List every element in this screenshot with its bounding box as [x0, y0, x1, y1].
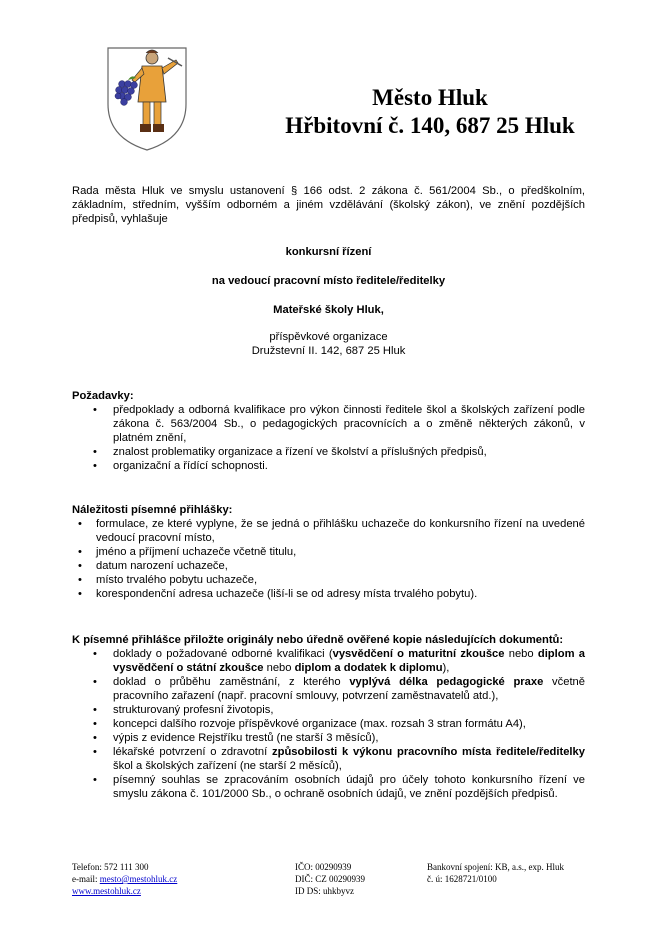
bullet-icon: • — [78, 560, 82, 572]
list-item: • koncepci dalšího rozvoje příspěvkové organizace (max. rozsah 3 stran formátu A4), — [93, 718, 526, 730]
bullet-icon: • — [93, 718, 97, 730]
list-item: • znalost problematiky organizace a řízení ve školství a příslušných předpisů, — [93, 446, 487, 458]
organization-address: Družstevní II. 142, 687 25 Hluk — [251, 345, 406, 357]
bullet-icon: • — [93, 446, 97, 458]
bullet-icon: • — [93, 460, 97, 472]
list-item: • předpoklady a odborná kvalifikace pro výkon činnosti ředitele škol a školských zařízení podle zákona č. 563/2004 Sb., o pedagogických pracovnících a o změně některých zákonů, v platném znění, — [93, 404, 585, 444]
organization-type: příspěvkové organizace — [269, 331, 388, 343]
requirements-list — [72, 403, 585, 473]
application-title: Náležitosti písemné přihlášky: — [72, 504, 233, 516]
list-item: • písemný souhlas se zpracováním osobních údajů pro účely tohoto konkursního řízení ve smyslu zákona č. 101/2000 Sb., o ochraně osobních údajů, ve znění pozdějších předpisů. — [93, 774, 585, 800]
list-item: • místo trvalého pobytu uchazeče, — [78, 574, 258, 586]
bullet-icon: • — [93, 404, 97, 416]
position-heading: na vedoucí pracovní místo ředitele/ředitelky — [211, 275, 446, 287]
list-item: • jméno a příjmení uchazeče včetně titulu, — [78, 546, 297, 558]
bullet-icon: • — [93, 746, 97, 758]
list-item: • datum narození uchazeče, — [78, 560, 228, 572]
bullet-icon: • — [93, 676, 97, 688]
list-item: • doklady o požadované odborné kvalifikaci (vysvědčení o maturitní zkoušce nebo diplom a vysvědčení o státní zkoušce nebo diplom a dodatek k diplomu), — [93, 648, 585, 674]
page-title — [220, 84, 640, 140]
documents-section — [72, 633, 585, 801]
footer-contact — [72, 861, 177, 897]
footer-ico: IČO: 00290939 — [295, 862, 352, 872]
footer-ids — [295, 861, 365, 897]
documents-title: K písemné přihlášce přiložte originály nebo úředně ověřené kopie následujících dokumentů: — [72, 634, 564, 646]
documents-list — [72, 647, 585, 801]
list-item: • korespondenční adresa uchazeče (liší-li se od adresy místa trvalého pobytu). — [78, 588, 478, 600]
list-item: • výpis z evidence Rejstříku trestů (ne starší 3 měsíců), — [93, 732, 379, 744]
footer-phone: Telefon: 572 111 300 — [72, 862, 149, 872]
list-item: • formulace, ze které vyplyne, že se jedná o přihlášku uchazeče do konkursního řízení na uvedené vedoucí pracovní místo, — [78, 518, 585, 544]
footer-dic: DIČ: CZ 00290939 — [295, 874, 366, 884]
footer-bank-name: Bankovní spojení: KB, a.s., exp. Hluk — [427, 862, 564, 872]
city-crest-logo — [106, 44, 188, 152]
footer-id-ds: ID DS: uhkbyvz — [295, 886, 354, 896]
bullet-icon: • — [93, 732, 97, 744]
bullet-icon: • — [78, 518, 82, 530]
competition-heading: konkursní řízení — [285, 246, 372, 258]
footer-bank — [427, 861, 564, 885]
website-link[interactable]: www.mestohluk.cz — [72, 886, 141, 896]
school-heading: Mateřské školy Hluk, — [273, 304, 384, 316]
list-item: • strukturovaný profesní životopis, — [93, 704, 274, 716]
city-address: Hřbitovní č. 140, 687 25 Hluk — [285, 113, 575, 138]
requirements-section — [72, 389, 585, 473]
list-item: • lékařské potvrzení o zdravotní způsobilosti k výkonu pracovního místa ředitele/ředitelky škol a školských zařízení (ne starší 2 měsíců), — [93, 746, 585, 772]
city-name: Město Hluk — [372, 85, 488, 110]
application-section — [72, 503, 585, 601]
bullet-icon: • — [78, 546, 82, 558]
application-list — [72, 517, 585, 601]
footer-account: č. ú: 1628721/0100 — [427, 874, 497, 884]
bullet-icon: • — [93, 648, 97, 660]
list-item: • organizační a řídící schopnosti. — [93, 460, 268, 472]
bullet-icon: • — [93, 774, 97, 786]
requirements-title: Požadavky: — [72, 390, 134, 402]
email-link[interactable]: mesto@mestohluk.cz — [99, 874, 178, 884]
list-item: • doklad o průběhu zaměstnání, z kterého vyplývá délka pedagogické praxe včetně pracovního zařazení (např. pracovní smlouvy, potvrzení zaměstnavatelů atd.), — [93, 676, 585, 702]
bullet-icon: • — [78, 588, 82, 600]
footer-email-row: e-mail: mesto@mestohluk.cz — [72, 874, 178, 884]
bullet-icon: • — [93, 704, 97, 716]
bullet-icon: • — [78, 574, 82, 586]
intro-paragraph: Rada města Hluk ve smyslu ustanovení § 166 odst. 2 zákona č. 561/2004 Sb., o předškolním, základním, středním, vyšším odborném a jiném vzdělávání (školský zákon), ve znění pozdějších předpisů, vyhlašuje — [72, 185, 585, 225]
